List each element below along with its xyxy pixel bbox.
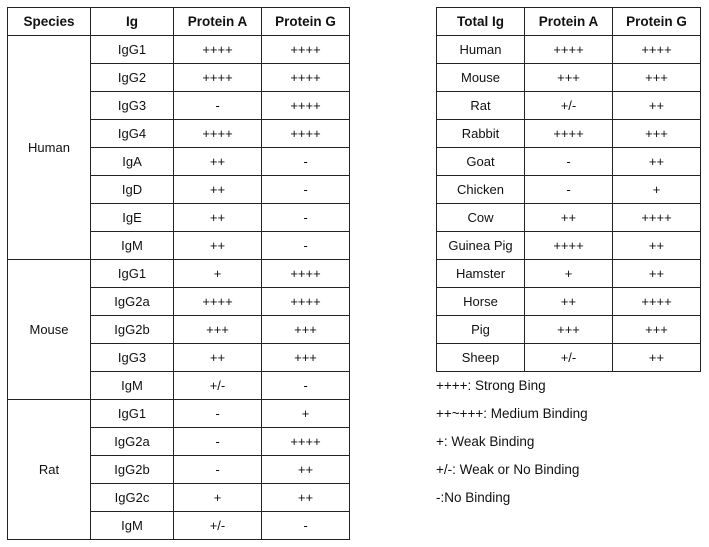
table-row (8, 260, 350, 288)
protein-a-cell: +/- (525, 344, 613, 372)
protein-a-cell: + (174, 260, 262, 288)
total-ig-name-cell: Pig (437, 316, 525, 344)
protein-a-cell: ++++ (525, 232, 613, 260)
protein-g-cell: +++ (262, 316, 350, 344)
protein-g-cell: ++++ (262, 288, 350, 316)
legend-weak: +: Weak Binding (436, 434, 535, 449)
table-header-row (8, 8, 350, 36)
table-row (437, 316, 701, 344)
protein-a-cell: +/- (525, 92, 613, 120)
ig-cell: IgM (91, 512, 174, 540)
protein-a-cell: ++ (525, 204, 613, 232)
binding-legend (436, 372, 706, 512)
protein-g-cell: ++++ (613, 288, 701, 316)
total-ig-name-cell: Mouse (437, 64, 525, 92)
protein-a-cell: - (174, 456, 262, 484)
protein-a-cell: +++ (174, 316, 262, 344)
ig-cell: IgG2 (91, 64, 174, 92)
protein-a-cell: - (525, 176, 613, 204)
protein-g-cell: + (262, 400, 350, 428)
species-cell: Mouse (8, 260, 91, 400)
total-ig-name-cell: Chicken (437, 176, 525, 204)
legend-medium: ++~+++: Medium Binding (436, 406, 588, 421)
table-row (437, 120, 701, 148)
protein-g-cell: ++ (613, 344, 701, 372)
table-row (8, 36, 350, 64)
protein-g-cell: - (262, 204, 350, 232)
table-row (437, 36, 701, 64)
ig-cell: IgE (91, 204, 174, 232)
protein-g-cell: ++ (262, 484, 350, 512)
protein-a-cell: ++ (525, 288, 613, 316)
ig-cell: IgG2a (91, 288, 174, 316)
protein-g-cell: - (262, 176, 350, 204)
total-ig-name-cell: Sheep (437, 344, 525, 372)
species-cell: Rat (8, 400, 91, 540)
total-ig-name-cell: Human (437, 36, 525, 64)
ig-cell: IgM (91, 372, 174, 400)
header-protein-g: Protein G (262, 8, 350, 36)
header-protein-a: Protein A (525, 8, 613, 36)
header-total-ig: Total Ig (437, 8, 525, 36)
protein-a-cell: +/- (174, 512, 262, 540)
species-ig-binding-table (7, 7, 350, 540)
ig-cell: IgG1 (91, 400, 174, 428)
protein-a-cell: - (174, 92, 262, 120)
protein-g-cell: +++ (613, 316, 701, 344)
protein-g-cell: ++++ (613, 36, 701, 64)
ig-cell: IgG2c (91, 484, 174, 512)
protein-a-cell: ++++ (174, 36, 262, 64)
protein-g-cell: - (262, 512, 350, 540)
ig-cell: IgG1 (91, 260, 174, 288)
ig-cell: IgG2a (91, 428, 174, 456)
table-row (8, 400, 350, 428)
protein-g-cell: - (262, 372, 350, 400)
ig-cell: IgG1 (91, 36, 174, 64)
protein-g-cell: + (613, 176, 701, 204)
protein-a-cell: + (525, 260, 613, 288)
total-ig-name-cell: Rat (437, 92, 525, 120)
ig-cell: IgG2b (91, 316, 174, 344)
protein-a-cell: ++++ (174, 120, 262, 148)
protein-a-cell: ++ (174, 344, 262, 372)
protein-a-cell: ++ (174, 148, 262, 176)
protein-g-cell: ++++ (262, 36, 350, 64)
ig-cell: IgG4 (91, 120, 174, 148)
protein-g-cell: ++++ (613, 204, 701, 232)
protein-g-cell: ++++ (262, 92, 350, 120)
ig-cell: IgA (91, 148, 174, 176)
species-cell: Human (8, 36, 91, 260)
protein-a-cell: ++ (174, 176, 262, 204)
table-row (437, 344, 701, 372)
protein-g-cell: ++ (613, 92, 701, 120)
total-ig-name-cell: Rabbit (437, 120, 525, 148)
protein-g-cell: ++ (613, 232, 701, 260)
protein-g-cell: +++ (613, 120, 701, 148)
total-ig-name-cell: Goat (437, 148, 525, 176)
header-ig: Ig (91, 8, 174, 36)
total-ig-name-cell: Hamster (437, 260, 525, 288)
total-ig-name-cell: Horse (437, 288, 525, 316)
legend-none: -:No Binding (436, 490, 511, 505)
protein-g-cell: ++ (613, 260, 701, 288)
table-row (437, 260, 701, 288)
table-row (437, 148, 701, 176)
protein-g-cell: ++++ (262, 120, 350, 148)
ig-cell: IgM (91, 232, 174, 260)
protein-g-cell: +++ (262, 344, 350, 372)
protein-a-cell: + (174, 484, 262, 512)
table-row (437, 232, 701, 260)
protein-a-cell: ++ (174, 232, 262, 260)
protein-a-cell: +++ (525, 64, 613, 92)
protein-g-cell: - (262, 148, 350, 176)
protein-g-cell: ++ (613, 148, 701, 176)
header-species: Species (8, 8, 91, 36)
ig-cell: IgG2b (91, 456, 174, 484)
header-protein-g: Protein G (613, 8, 701, 36)
legend-strong: ++++: Strong Bing (436, 378, 546, 393)
legend-weak-or-none: +/-: Weak or No Binding (436, 462, 580, 477)
protein-g-cell: - (262, 232, 350, 260)
table-row (437, 64, 701, 92)
ig-cell: IgD (91, 176, 174, 204)
header-protein-a: Protein A (174, 8, 262, 36)
table-header-row (437, 8, 701, 36)
total-ig-name-cell: Guinea Pig (437, 232, 525, 260)
table-row (437, 204, 701, 232)
protein-a-cell: - (525, 148, 613, 176)
protein-a-cell: - (174, 428, 262, 456)
table-row (437, 176, 701, 204)
table-row (437, 92, 701, 120)
ig-cell: IgG3 (91, 344, 174, 372)
protein-a-cell: - (174, 400, 262, 428)
total-ig-name-cell: Cow (437, 204, 525, 232)
protein-g-cell: ++ (262, 456, 350, 484)
protein-a-cell: +++ (525, 316, 613, 344)
protein-g-cell: ++++ (262, 64, 350, 92)
ig-cell: IgG3 (91, 92, 174, 120)
protein-a-cell: +/- (174, 372, 262, 400)
total-ig-binding-table (436, 7, 701, 372)
protein-a-cell: ++++ (525, 36, 613, 64)
protein-a-cell: ++++ (525, 120, 613, 148)
protein-a-cell: ++++ (174, 64, 262, 92)
protein-g-cell: ++++ (262, 260, 350, 288)
protein-g-cell: +++ (613, 64, 701, 92)
protein-g-cell: ++++ (262, 428, 350, 456)
protein-a-cell: ++++ (174, 288, 262, 316)
table-row (437, 288, 701, 316)
protein-a-cell: ++ (174, 204, 262, 232)
